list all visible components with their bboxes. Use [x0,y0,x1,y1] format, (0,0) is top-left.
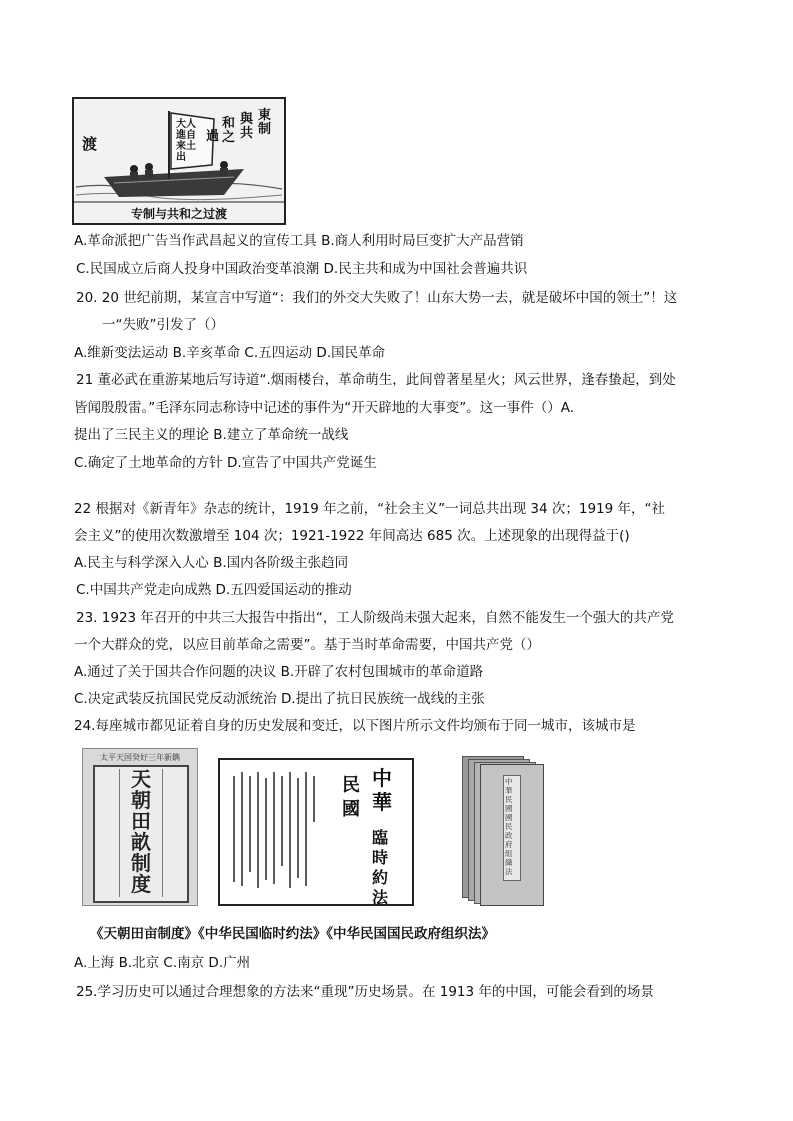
doc1-title-char: 田 [131,809,151,833]
q21-options-cd: C.确定了土地革命的方针 D.宣告了中国共产党诞生 [74,455,377,471]
cartoon-caption: 专制与共和之过渡 [130,207,227,221]
q21-stem-2: 皆闻殷殷雷。”毛泽东同志称诗中记述的事件为“开天辟地的大事变”。这一事件（）A. [74,400,575,416]
doc1-title-char: 度 [131,872,151,896]
q22-options-ab: A.民主与科学深入人心 B.国内各阶级主张趋同 [74,555,349,571]
q23-stem-1: 23. 1923 年召开的中共三大报告中指出“，工人阶级尚未强大起来，自然不能发生一个强大的共产党 [76,610,674,626]
q24-figure-caption: 《天朝田亩制度》《中华民国临时约法》《中华民国国民政府组织法》 [90,926,495,942]
doc-linshi-yuefa [218,758,414,906]
doc2-title-col2: 民 國 [342,775,360,820]
doc1-title-char: 朝 [131,788,151,812]
cartoon-text-du: 渡 [82,135,98,153]
doc-guomin-zhengfu [462,756,546,904]
doc2-text-columns [226,762,326,902]
q23-options-ab: A.通过了关于国共合作问题的决议 B.开辟了农村包围城市的革命道路 [74,664,484,680]
q23-options-cd: C.决定武装反抗国民党反动派统治 D.提出了抗日民族统一战线的主张 [74,691,485,707]
cartoon-text-guo: 過 [206,129,220,144]
doc3-spine-title: 中華民國國民政府組織法 [505,777,513,876]
q22-stem-2: 会主义”的使用次数激增至 104 次；1921-1922 年间高达 685 次。上述现象的出现得益于() [74,528,630,544]
cartoon-text-east: 東 制 [258,108,272,137]
q20-stem-2: 一“失败”引发了（） [102,317,224,333]
q19-options-cd: C.民国成立后商人投身中国政治变革浪潮 D.民主共和成为中国社会普遍共识 [76,261,528,277]
doc2-title-col1: 中 華 [372,766,392,814]
doc1-header: 太平天国癸好三年新鐫 [100,753,180,762]
q21-options-ab: 提出了三民主义的理论 B.建立了革命统一战线 [74,427,349,443]
cartoon-text-he: 和 之 [222,116,236,145]
q21-stem-1: 21 董必武在重游某地后写诗道“.烟雨楼台，革命萌生，此间曾著星星火；风云世界，逢春蛰起，到处 [76,372,676,388]
q24-stem: 24.每座城市都见证着自身的历史发展和变迁，以下图片所示文件均颁布于同一城市，该城市是 [74,718,636,734]
doc1-title-char: 畝 [131,830,151,854]
q20-stem-1: 20. 20 世纪前期，某宣言中写道“：我们的外交大失败了！山东大势一去，就是破坏中国的领土”！这 [76,290,678,306]
doc1-title-char: 天 [131,767,151,791]
cartoon-text-with: 與 共 [240,112,254,141]
q23-stem-2: 一个大群众的党，以应目前革命之需要”。基于当时革命需要，中国共产党（） [74,637,540,653]
doc2-title-col3: 臨 時 約 法 [372,828,389,907]
q22-options-cd: C.中国共产党走向成熟 D.五四爱国运动的推动 [76,582,352,598]
q22-stem-1: 22 根据对《新青年》杂志的统计，1919 年之前，“社会主义”一词总共出现 34 次；1919 年，“社 [74,501,666,517]
cartoon-sail-text: 大人 進自 来土 出 [176,119,196,163]
doc1-title-char: 制 [131,851,151,875]
q19-options-ab: A.革命派把广告当作武昌起义的宣传工具 B.商人利用时局巨变扩大产品营销 [74,233,524,249]
q20-options: A.维新变法运动 B.辛亥革命 C.五四运动 D.国民革命 [74,345,386,361]
cartoon-republic-transition [72,97,286,225]
doc-tianchao-tianmu [82,748,198,906]
q24-options: A.上海 B.北京 C.南京 D.广州 [74,955,251,971]
q25-stem: 25.学习历史可以通过合理想象的方法来“重现”历史场景。在 1913 年的中国，可能会看到的场景 [76,984,654,1000]
